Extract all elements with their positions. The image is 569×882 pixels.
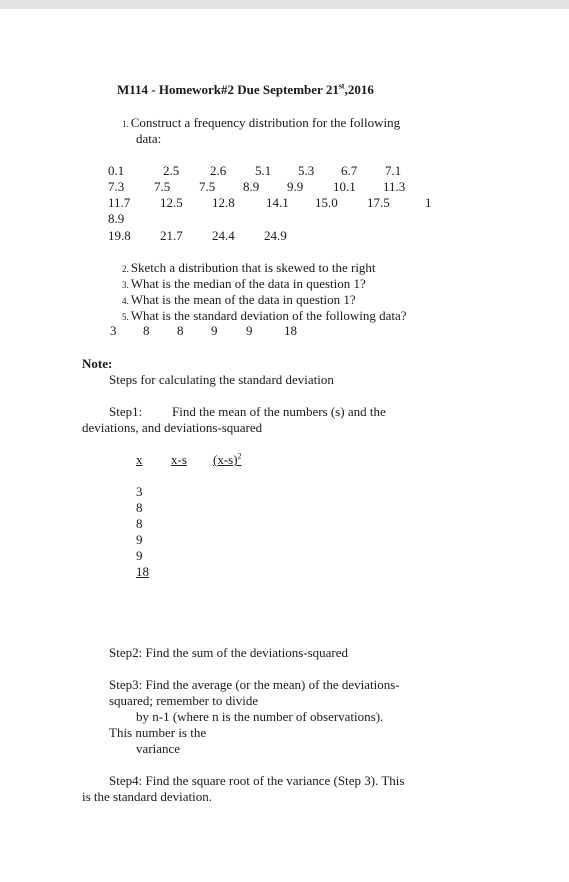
question-text: What is the median of the data in question 1? <box>130 276 366 291</box>
title-superscript: st <box>338 81 345 91</box>
data-value: 12.8 <box>212 195 235 210</box>
note-intro: Steps for calculating the standard deviation <box>109 372 334 387</box>
data-value: 10.1 <box>333 179 356 194</box>
table-x-value: 9 <box>136 532 143 547</box>
question-3 <box>122 276 366 293</box>
question-number: 4. <box>122 296 129 306</box>
question-5 <box>122 308 407 325</box>
question-number: 3. <box>122 280 129 290</box>
data-value: 17.5 <box>367 195 390 210</box>
data-value: 19.8 <box>108 228 131 243</box>
step2: Step2: Find the sum of the deviations-squared <box>109 645 349 660</box>
step1-text: Find the mean of the numbers (s) and the <box>172 404 386 419</box>
column-header-x: x <box>136 452 143 467</box>
data-value: 6.7 <box>341 163 358 178</box>
note-heading: Note: <box>82 356 113 371</box>
question-text: Sketch a distribution that is skewed to the right <box>130 260 376 275</box>
question-4 <box>122 292 356 309</box>
data-value: 7.5 <box>154 179 171 194</box>
step1-continued: deviations, and deviations-squared <box>82 420 263 435</box>
question-number: 5. <box>122 312 129 322</box>
data-value: 11.7 <box>108 195 131 210</box>
q5-value: 9 <box>211 323 218 338</box>
title-tail: ,2016 <box>344 82 374 97</box>
question-text: What is the mean of the data in question 1? <box>130 292 356 307</box>
data-value: 24.9 <box>264 228 287 243</box>
column-header-x-minus-s: x-s <box>171 452 187 467</box>
title-main: M114 - Homework#2 Due September 21 <box>117 82 339 97</box>
step3-line-4: This number is the <box>109 725 207 740</box>
step3-line-1: Step3: Find the average (or the mean) of the deviations- <box>109 677 400 692</box>
data-value: 1 <box>425 195 432 210</box>
data-value: 8.9 <box>243 179 260 194</box>
data-value: 11.3 <box>383 179 406 194</box>
question-2 <box>122 260 376 277</box>
header-exponent: 2 <box>237 451 242 461</box>
data-value: 5.3 <box>298 163 315 178</box>
data-value: 24.4 <box>212 228 235 243</box>
column-header-x-minus-s-squared <box>213 452 242 467</box>
data-value: 2.6 <box>210 163 227 178</box>
question-number: 2. <box>122 264 129 274</box>
data-value: 9.9 <box>287 179 304 194</box>
step3-line-5: variance <box>136 741 181 756</box>
top-bar <box>0 0 569 9</box>
table-x-value: 8 <box>136 500 143 515</box>
step3-line-2: squared; remember to divide <box>109 693 259 708</box>
data-value: 14.1 <box>266 195 289 210</box>
q5-value: 3 <box>110 323 117 338</box>
question-1-text: Construct a frequency distribution for the following <box>130 115 401 130</box>
data-value: 0.1 <box>108 163 125 178</box>
data-value: 8.9 <box>108 211 125 226</box>
data-value: 7.1 <box>385 163 402 178</box>
question-1-number: 1. <box>122 119 129 129</box>
table-x-value: 8 <box>136 516 143 531</box>
q5-value: 8 <box>143 323 150 338</box>
data-value: 7.5 <box>199 179 216 194</box>
question-1-continued: data: <box>136 131 162 146</box>
q5-value: 8 <box>177 323 184 338</box>
data-value: 21.7 <box>160 228 183 243</box>
step4-line-2: is the standard deviation. <box>82 789 212 804</box>
q5-value: 9 <box>246 323 253 338</box>
step4-line-1: Step4: Find the square root of the variance (Step 3). This <box>109 773 405 788</box>
q5-value: 18 <box>284 323 297 338</box>
data-value: 12.5 <box>160 195 183 210</box>
step1-label: Step1: <box>109 404 143 419</box>
table-x-value: 18 <box>136 564 149 579</box>
table-x-value: 9 <box>136 548 143 563</box>
header-base: (x-s) <box>213 452 238 467</box>
data-value: 2.5 <box>163 163 180 178</box>
step3-line-3: by n-1 (where n is the number of observations). <box>136 709 384 724</box>
data-value: 7.3 <box>108 179 125 194</box>
question-1 <box>122 115 400 132</box>
data-value: 5.1 <box>255 163 272 178</box>
table-x-value: 3 <box>136 484 143 499</box>
data-value: 15.0 <box>315 195 338 210</box>
page-title <box>117 82 374 97</box>
question-text: What is the standard deviation of the following data? <box>130 308 407 323</box>
